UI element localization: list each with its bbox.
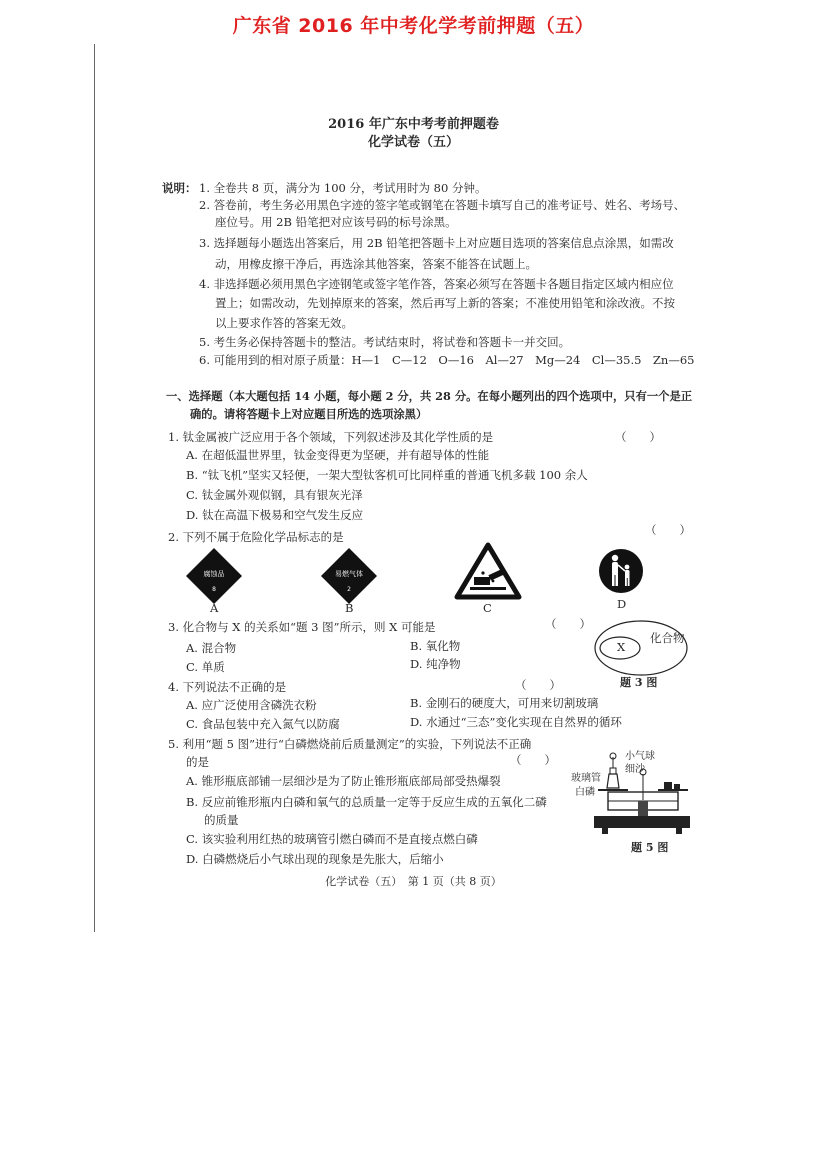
question-4-option: C. 食品包装中充入氮气以防腐 bbox=[186, 717, 340, 731]
answer-blank: （ ） bbox=[645, 523, 691, 537]
question-4-option: B. 金刚石的硬度大，可用来切割玻璃 bbox=[410, 696, 599, 710]
question-1-option: B. “钛飞机”坚实又轻便，一架大型钛客机可比同样重的普通飞机多载 100 余人 bbox=[186, 468, 588, 482]
hazard-sign-a bbox=[184, 546, 244, 606]
question-5-option: A. 锥形瓶底部铺一层细沙是为了防止锥形瓶底部局部受热爆裂 bbox=[186, 774, 501, 788]
answer-blank: （ ） bbox=[515, 678, 561, 692]
question-2-stem: 2. 下列不属于危险化学品标志的是 bbox=[168, 530, 344, 544]
question-5-option: B. 反应前锥形瓶内白磷和氧气的总质量一定等于反应生成的五氧化二磷 bbox=[186, 795, 547, 809]
corrosive-warning-icon bbox=[455, 543, 521, 601]
question-5-stem: 5. 利用“题 5 图”进行“白磷燃烧前后质量测定”的实验，下列说法不正确 bbox=[168, 737, 532, 751]
question-3-option: C. 单质 bbox=[186, 660, 225, 674]
option-label-a: A bbox=[210, 601, 219, 615]
figure-5-label: 玻璃管 bbox=[571, 773, 601, 784]
instructions-label: 说明： bbox=[162, 181, 197, 195]
question-3-option: A. 混合物 bbox=[186, 641, 237, 655]
question-1-option: C. 钛金属外观似钢，具有银灰光泽 bbox=[186, 488, 363, 502]
question-5-option: C. 该实验利用红热的玻璃管引燃白磷而不是直接点燃白磷 bbox=[186, 832, 478, 846]
question-3-option: D. 纯净物 bbox=[410, 657, 461, 671]
answer-blank: （ ） bbox=[545, 617, 591, 631]
sign-b-text: 易燃气体 bbox=[335, 570, 363, 578]
figure-5-label: 细沙 bbox=[625, 764, 645, 775]
figure-3-x-label: X bbox=[617, 640, 626, 654]
figure-3-caption: 题 3 图 bbox=[620, 676, 658, 689]
section-heading-cont: 确的。请将答题卡上对应题目所选的选项涂黑） bbox=[190, 407, 428, 421]
option-label-d: D bbox=[617, 597, 627, 611]
question-3-option: B. 氧化物 bbox=[410, 639, 461, 653]
figure-3-venn-diagram bbox=[594, 619, 694, 677]
question-4-stem: 4. 下列说法不正确的是 bbox=[168, 680, 287, 694]
answer-blank: （ ） bbox=[510, 753, 556, 767]
instruction-item: 5. 考生务必保持答题卡的整洁。考试结束时，将试卷和答题卡一并交回。 bbox=[199, 335, 571, 349]
instruction-item: 4. 非选择题必须用黑色字迹钢笔或签字笔作答，答案必须写在答题卡各题目指定区域内相应位 bbox=[199, 277, 674, 291]
figure-5-label: 白磷 bbox=[575, 787, 595, 798]
hazard-sign-b bbox=[319, 546, 379, 606]
question-1-option: A. 在超低温世界里，钛金变得更为坚硬，并有超导体的性能 bbox=[186, 448, 490, 462]
svg-text:8: 8 bbox=[212, 586, 216, 593]
paper-subtitle: 化学试卷（五） bbox=[367, 135, 459, 150]
question-4-option: A. 应广泛使用含磷洗衣粉 bbox=[186, 698, 317, 712]
question-5-stem-cont: 的是 bbox=[186, 755, 209, 769]
question-1-stem: 1. 钛金属被广泛应用于各个领域，下列叙述涉及其化学性质的是 bbox=[168, 430, 494, 444]
sign-a-text: 腐蚀品 bbox=[203, 570, 225, 578]
instruction-item: 以上要求作答的答案无效。 bbox=[215, 316, 353, 330]
section-heading: 一、选择题（本大题包括 14 小题，每小题 2 分，共 28 分。在每小题列出的四个选项中，只有一个是正 bbox=[166, 389, 693, 403]
figure-5-label: 小气球 bbox=[625, 751, 655, 762]
option-label-b: B bbox=[345, 601, 354, 615]
instruction-item: 动，用橡皮擦干净后，再选涂其他答案，答案不能答在试题上。 bbox=[215, 257, 537, 271]
answer-blank: （ ） bbox=[615, 430, 661, 444]
paper-title: 2016 年广东中考考前押题卷 bbox=[328, 117, 499, 132]
question-1-option: D. 钛在高温下极易和空气发生反应 bbox=[186, 508, 364, 522]
instruction-item: 1. 全卷共 8 页，满分为 100 分，考试用时为 80 分钟。 bbox=[199, 181, 487, 195]
instruction-item: 6. 可能用到的相对原子质量：H—1 C—12 O—16 Al—27 Mg—24 Cl—35.5 Zn—65 bbox=[199, 353, 695, 367]
question-4-option: D. 水通过“三态”变化实现在自然界的循环 bbox=[410, 715, 622, 729]
option-label-c: C bbox=[483, 601, 492, 615]
question-5-option-cont: 的质量 bbox=[204, 813, 239, 827]
instruction-item: 2. 答卷前，考生务必用黑色字迹的签字笔或钢笔在答题卡填写自己的准考证号、姓名、考场号、 bbox=[199, 198, 686, 212]
pedestrian-sign-icon bbox=[598, 548, 644, 594]
margin-line bbox=[94, 44, 95, 932]
svg-text:2: 2 bbox=[347, 586, 351, 593]
figure-5-caption: 题 5 图 bbox=[631, 841, 669, 854]
document-title: 广东省 2016 年中考化学考前押题（五） bbox=[232, 15, 595, 37]
question-5-option: D. 白磷燃烧后小气球出现的现象是先胀大，后缩小 bbox=[186, 852, 444, 866]
figure-3-compound-label: 化合物 bbox=[650, 631, 685, 645]
instruction-item: 置上；如需改动，先划掉原来的答案，然后再写上新的答案；不准使用铅笔和涂改液。不按 bbox=[215, 296, 675, 310]
question-3-stem: 3. 化合物与 X 的关系如“题 3 图”所示，则 X 可能是 bbox=[168, 620, 436, 634]
instruction-item: 座位号。用 2B 铅笔把对应该号码的标号涂黑。 bbox=[215, 215, 457, 229]
page-footer: 化学试卷（五） 第 1 页（共 8 页） bbox=[325, 875, 502, 888]
instruction-item: 3. 选择题每小题选出答案后，用 2B 铅笔把答题卡上对应题目选项的答案信息点涂黑，如需改 bbox=[199, 236, 674, 250]
